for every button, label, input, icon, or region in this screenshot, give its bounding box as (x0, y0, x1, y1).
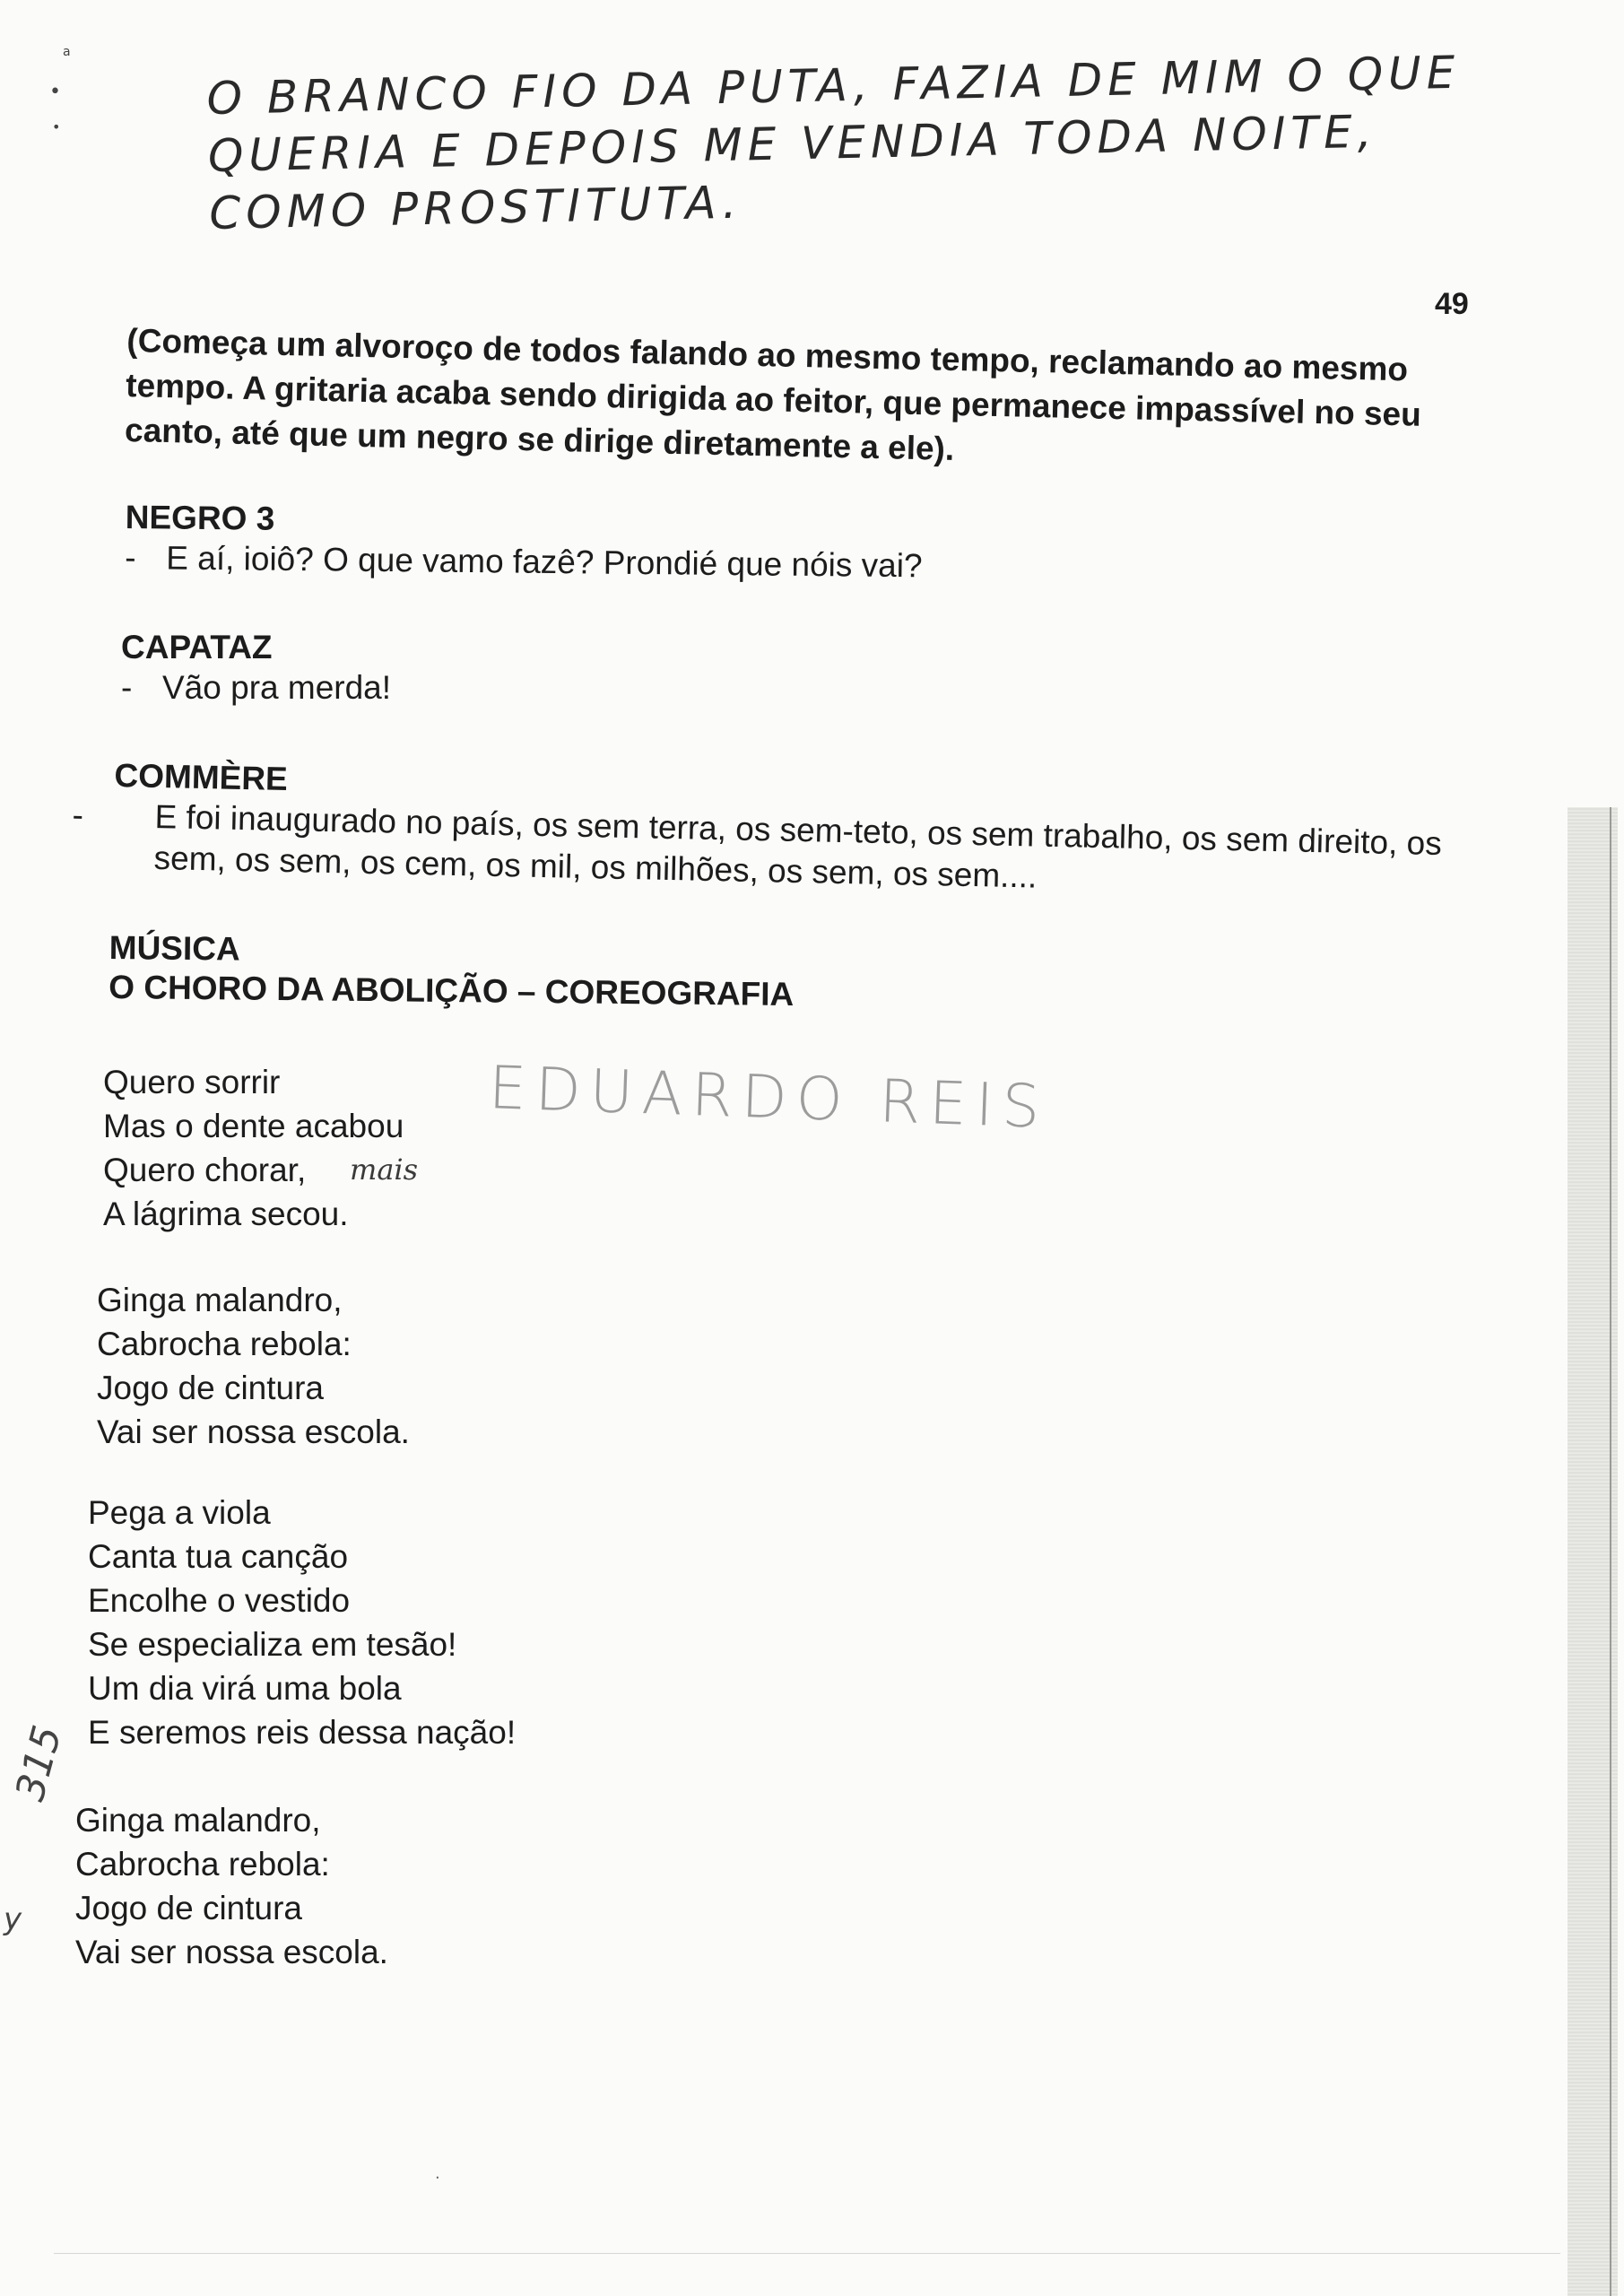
stage-direction: (Começa um alvoroço de todos falando ao mesmo tempo, reclamando ao mesmo tempo. A gritaria acaba sendo dirigida ao feitor, que permanece impassível no seu canto, até que um negro se dirige diretamente a ele). (124, 321, 1422, 467)
margin-handwritten-number: 315 (7, 1720, 71, 1806)
speaker-name: COMMÈRE (114, 756, 289, 798)
scanner-edge-line (1610, 807, 1611, 2296)
dialogue-commere (72, 756, 1478, 907)
margin-mark-1: • (49, 81, 61, 103)
verse-line: Canta tua canção (88, 1538, 349, 1575)
page-number: 49 (1435, 287, 1469, 321)
dialogue-dash: - (121, 669, 133, 706)
verse-1 (103, 1060, 404, 1236)
handwritten-note (206, 42, 1555, 242)
verse-3 (88, 1491, 516, 1754)
handwritten-line-2: QUERIA E DEPOIS ME VENDIA TODA NOITE, (207, 105, 1378, 182)
verse-line: Vai ser nossa escola. (75, 1934, 388, 1970)
verse-line: Encolhe o vestido (88, 1582, 351, 1619)
dialogue-text: E aí, ioiô? O que vamo fazê? Prondié que nóis vai? (166, 539, 923, 585)
verse-line: Se especializa em tesão! (88, 1626, 457, 1663)
verse-line: Ginga malandro, (97, 1282, 343, 1318)
dialogue-capataz (121, 628, 391, 709)
dialogue-negro-3 (125, 498, 923, 587)
verse-line: Ginga malandro, (75, 1802, 321, 1839)
speaker-name: CAPATAZ (121, 629, 273, 665)
verse-line: E seremos reis dessa nação! (88, 1714, 517, 1751)
verse-4 (75, 1798, 388, 1974)
bottom-rule (54, 2253, 1560, 2254)
dialogue-text: E foi inaugurado no país, os sem terra, os sem-teto, os sem trabalho, os sem direito, os sem, os sem, os cem, os mil, os milhões, os sem, os sem.... (153, 797, 1443, 895)
verse-line: Cabrocha rebola: (97, 1326, 352, 1362)
margin-mark-2: • (52, 118, 61, 135)
verse-line: Jogo de cintura (75, 1890, 303, 1926)
music-section (109, 928, 795, 1014)
margin-mark-top: a (63, 45, 71, 59)
dialogue-line (125, 537, 923, 587)
pencil-annotation-name: EDUARDO REIS (487, 1053, 1050, 1142)
verse-line: Vai ser nossa escola. (97, 1413, 410, 1450)
handwritten-annotation-mais: mais (350, 1152, 419, 1187)
verse-line: A lágrima secou. (103, 1196, 349, 1232)
verse-line: Quero sorrir (103, 1064, 281, 1100)
dialogue-dash: - (72, 796, 84, 834)
dialogue-line (121, 667, 391, 709)
speaker-name: NEGRO 3 (125, 498, 275, 537)
verse-2 (97, 1278, 410, 1454)
verse-line: Pega a viola (88, 1494, 271, 1531)
song-title: O CHORO DA ABOLIÇÃO – COREOGRAFIA (109, 968, 795, 1013)
margin-handwritten-y: y (4, 1901, 22, 1937)
dialogue-dash: - (125, 538, 136, 577)
handwritten-line-3: COMO PROSTITUTA. (208, 176, 743, 239)
verse-line: Mas o dente acabou (103, 1108, 404, 1144)
handwritten-line-1: O BRANCO FIO DA PUTA, FAZIA DE MIM O QUE (206, 46, 1461, 125)
verse-line: Quero chorar, (103, 1152, 307, 1188)
stray-mark: · (435, 2169, 440, 2187)
verse-line: Um dia virá uma bola (88, 1670, 402, 1707)
verse-line: Jogo de cintura (97, 1370, 325, 1406)
music-heading: MÚSICA (109, 929, 240, 968)
verse-line: Cabrocha rebola: (75, 1846, 330, 1883)
dialogue-text: Vão pra merda! (162, 669, 392, 706)
